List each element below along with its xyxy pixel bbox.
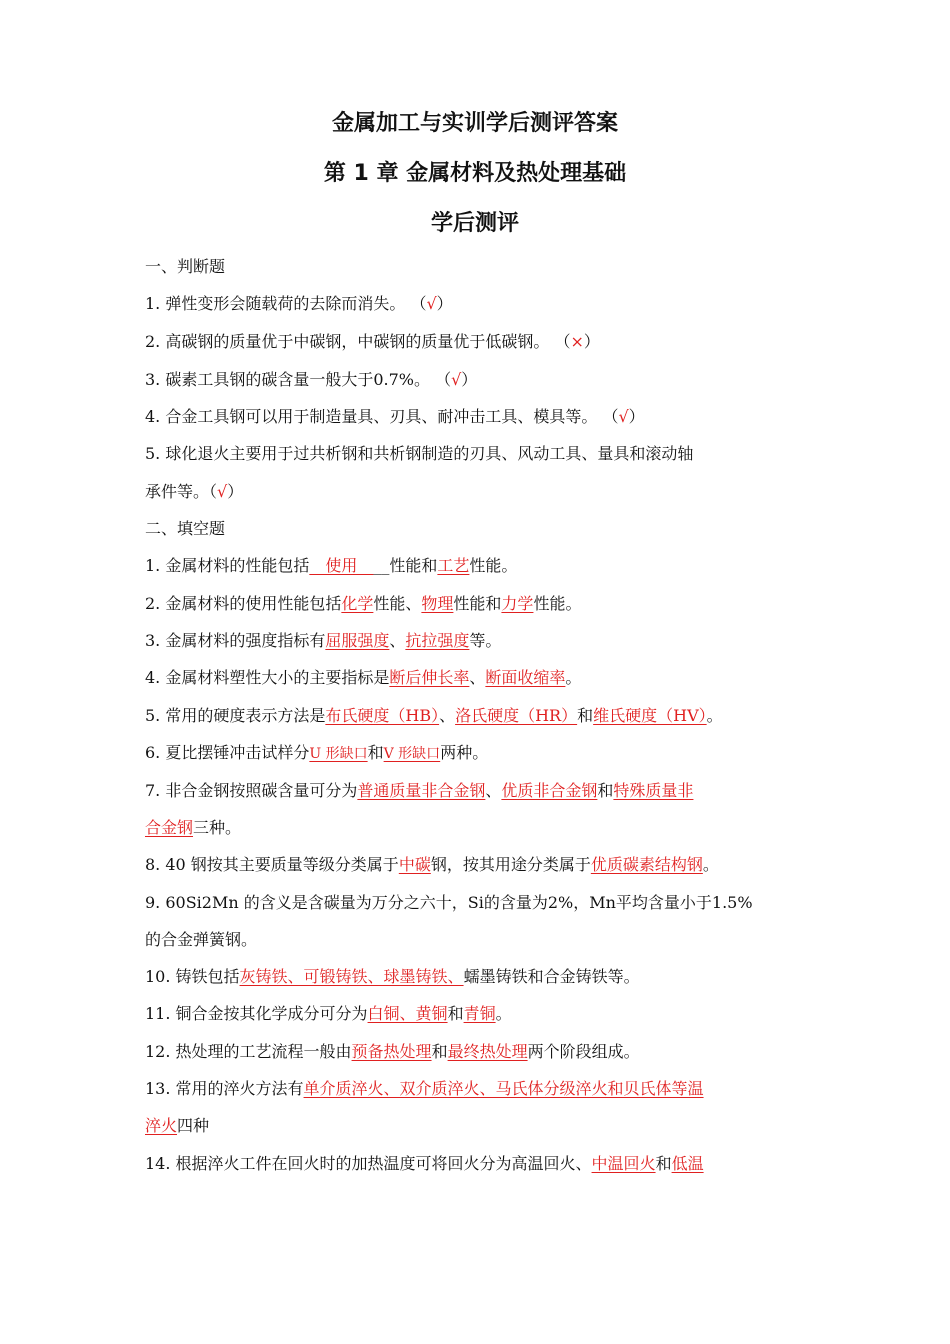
answer-text: 灰铸铁、可锻铸铁、球墨铸铁、 — [239, 967, 464, 986]
fill-question-9-line2: 的合金弹簧钢。 — [145, 930, 258, 949]
fill-question-4: 4. 金属材料塑性大小的主要指标是断后伸长率、断面收缩率。 — [145, 668, 582, 687]
answer-text: 最终热处理 — [447, 1042, 528, 1061]
answer-mark: √ — [451, 370, 462, 389]
fill-question-11: 11. 铜合金按其化学成分可分为白铜、黄铜和青铜。 — [145, 1004, 512, 1023]
answer-text: 特殊质量非 — [613, 781, 694, 800]
answer-text: __使用__ — [309, 556, 374, 575]
answer-text: 优质非合金钢 — [501, 781, 598, 800]
fill-question-14: 14. 根据淬火工件在回火时的加热温度可将回火分为高温回火、中温回火和低温 — [145, 1154, 704, 1173]
answer-text: 力学 — [501, 594, 534, 613]
answer-text: 中温回火 — [591, 1154, 656, 1173]
part2-heading: 二、填空题 — [145, 519, 226, 538]
answer-text: 中碳 — [398, 855, 431, 874]
fill-question-1: 1. 金属材料的性能包括__使用____性能和工艺性能。 — [145, 556, 518, 575]
answer-text: 化学 — [341, 594, 374, 613]
answer-mark: √ — [426, 294, 437, 313]
fill-question-7-line1: 7. 非合金钢按照碳含量可分为普通质量非合金钢、优质非合金钢和特殊质量非 — [145, 781, 694, 800]
tf-question-5-line1: 5. 球化退火主要用于过共析钢和共析钢制造的刃具、风动工具、量具和滚动轴 — [145, 444, 694, 463]
fill-question-6: 6. 夏比摆锤冲击试样分U 形缺口和V 形缺口两种。 — [145, 743, 489, 762]
chapter-title: 第 1 章 金属材料及热处理基础 — [323, 161, 627, 186]
answer-text: V 形缺口 — [383, 746, 441, 762]
tf-question-1: 1. 弹性变形会随载荷的去除而消失。 （√） — [145, 294, 453, 313]
answer-text: 布氏硬度（HB） — [325, 706, 440, 725]
answer-text: 洛氏硬度（HR） — [455, 706, 578, 725]
answer-text: 合金钢 — [145, 818, 194, 837]
fill-question-5: 5. 常用的硬度表示方法是布氏硬度（HB）、洛氏硬度（HR）和维氏硬度（HV）。 — [145, 706, 723, 725]
answer-mark: × — [570, 332, 584, 351]
section-title: 学后测评 — [430, 211, 519, 236]
fill-question-13-line2: 淬火四种 — [145, 1116, 210, 1135]
answer-text: 单介质淬火、双介质淬火、马氏体分级淬火和贝氏体等温 — [303, 1079, 704, 1098]
answer-text: 青铜 — [463, 1004, 496, 1023]
answer-text: 优质碳素结构钢 — [590, 855, 703, 874]
fill-question-7-line2: 合金钢三种。 — [145, 818, 242, 837]
answer-text: 维氏硬度（HV） — [593, 706, 707, 725]
answer-text: 普通质量非合金钢 — [357, 781, 486, 800]
answer-mark: √ — [618, 407, 629, 426]
tf-question-3: 3. 碳素工具钢的碳含量一般大于0.7%。 （√） — [145, 370, 478, 389]
fill-question-3: 3. 金属材料的强度指标有屈服强度、抗拉强度等。 — [145, 631, 502, 650]
tf-question-2: 2. 高碳钢的质量优于中碳钢，中碳钢的质量优于低碳钢。 （×） — [145, 332, 600, 351]
part1-heading: 一、判断题 — [145, 257, 226, 276]
document-title: 金属加工与实训学后测评答案 — [331, 111, 618, 136]
answer-text: 屈服强度 — [325, 631, 390, 650]
fill-question-8: 8. 40 钢按其主要质量等级分类属于中碳钢，按其用途分类属于优质碳素结构钢。 — [145, 855, 719, 874]
answer-text: 物理 — [421, 594, 454, 613]
tf-question-4: 4. 合金工具钢可以用于制造量具、刃具、耐冲击工具、模具等。 （√） — [145, 407, 645, 426]
fill-question-10: 10. 铸铁包括灰铸铁、可锻铸铁、球墨铸铁、蠕墨铸铁和合金铸铁等。 — [145, 967, 640, 986]
answer-mark: √ — [217, 482, 228, 501]
fill-question-9-line1: 9. 60Si2Mn 的含义是含碳量为万分之六十，Si的含量为2%，Mn平均含量小于1.5% — [145, 893, 753, 912]
fill-question-12: 12. 热处理的工艺流程一般由预备热处理和最终热处理两个阶段组成。 — [145, 1042, 640, 1061]
answer-text: 淬火 — [145, 1116, 178, 1135]
answer-text: 低温 — [671, 1154, 704, 1173]
answer-text: 预备热处理 — [351, 1042, 432, 1061]
fill-question-13-line1: 13. 常用的淬火方法有单介质淬火、双介质淬火、马氏体分级淬火和贝氏体等温 — [145, 1079, 704, 1098]
answer-text: U 形缺口 — [309, 746, 368, 762]
answer-text: 白铜、黄铜 — [367, 1004, 448, 1023]
fill-question-2: 2. 金属材料的使用性能包括化学性能、物理性能和力学性能。 — [145, 594, 582, 613]
tf-question-5-line2: 承件等。（√） — [145, 482, 244, 501]
answer-text: 工艺 — [437, 556, 470, 575]
answer-text: 断后伸长率 — [389, 668, 470, 687]
answer-text: 抗拉强度 — [405, 631, 470, 650]
answer-text: 断面收缩率 — [485, 668, 566, 687]
